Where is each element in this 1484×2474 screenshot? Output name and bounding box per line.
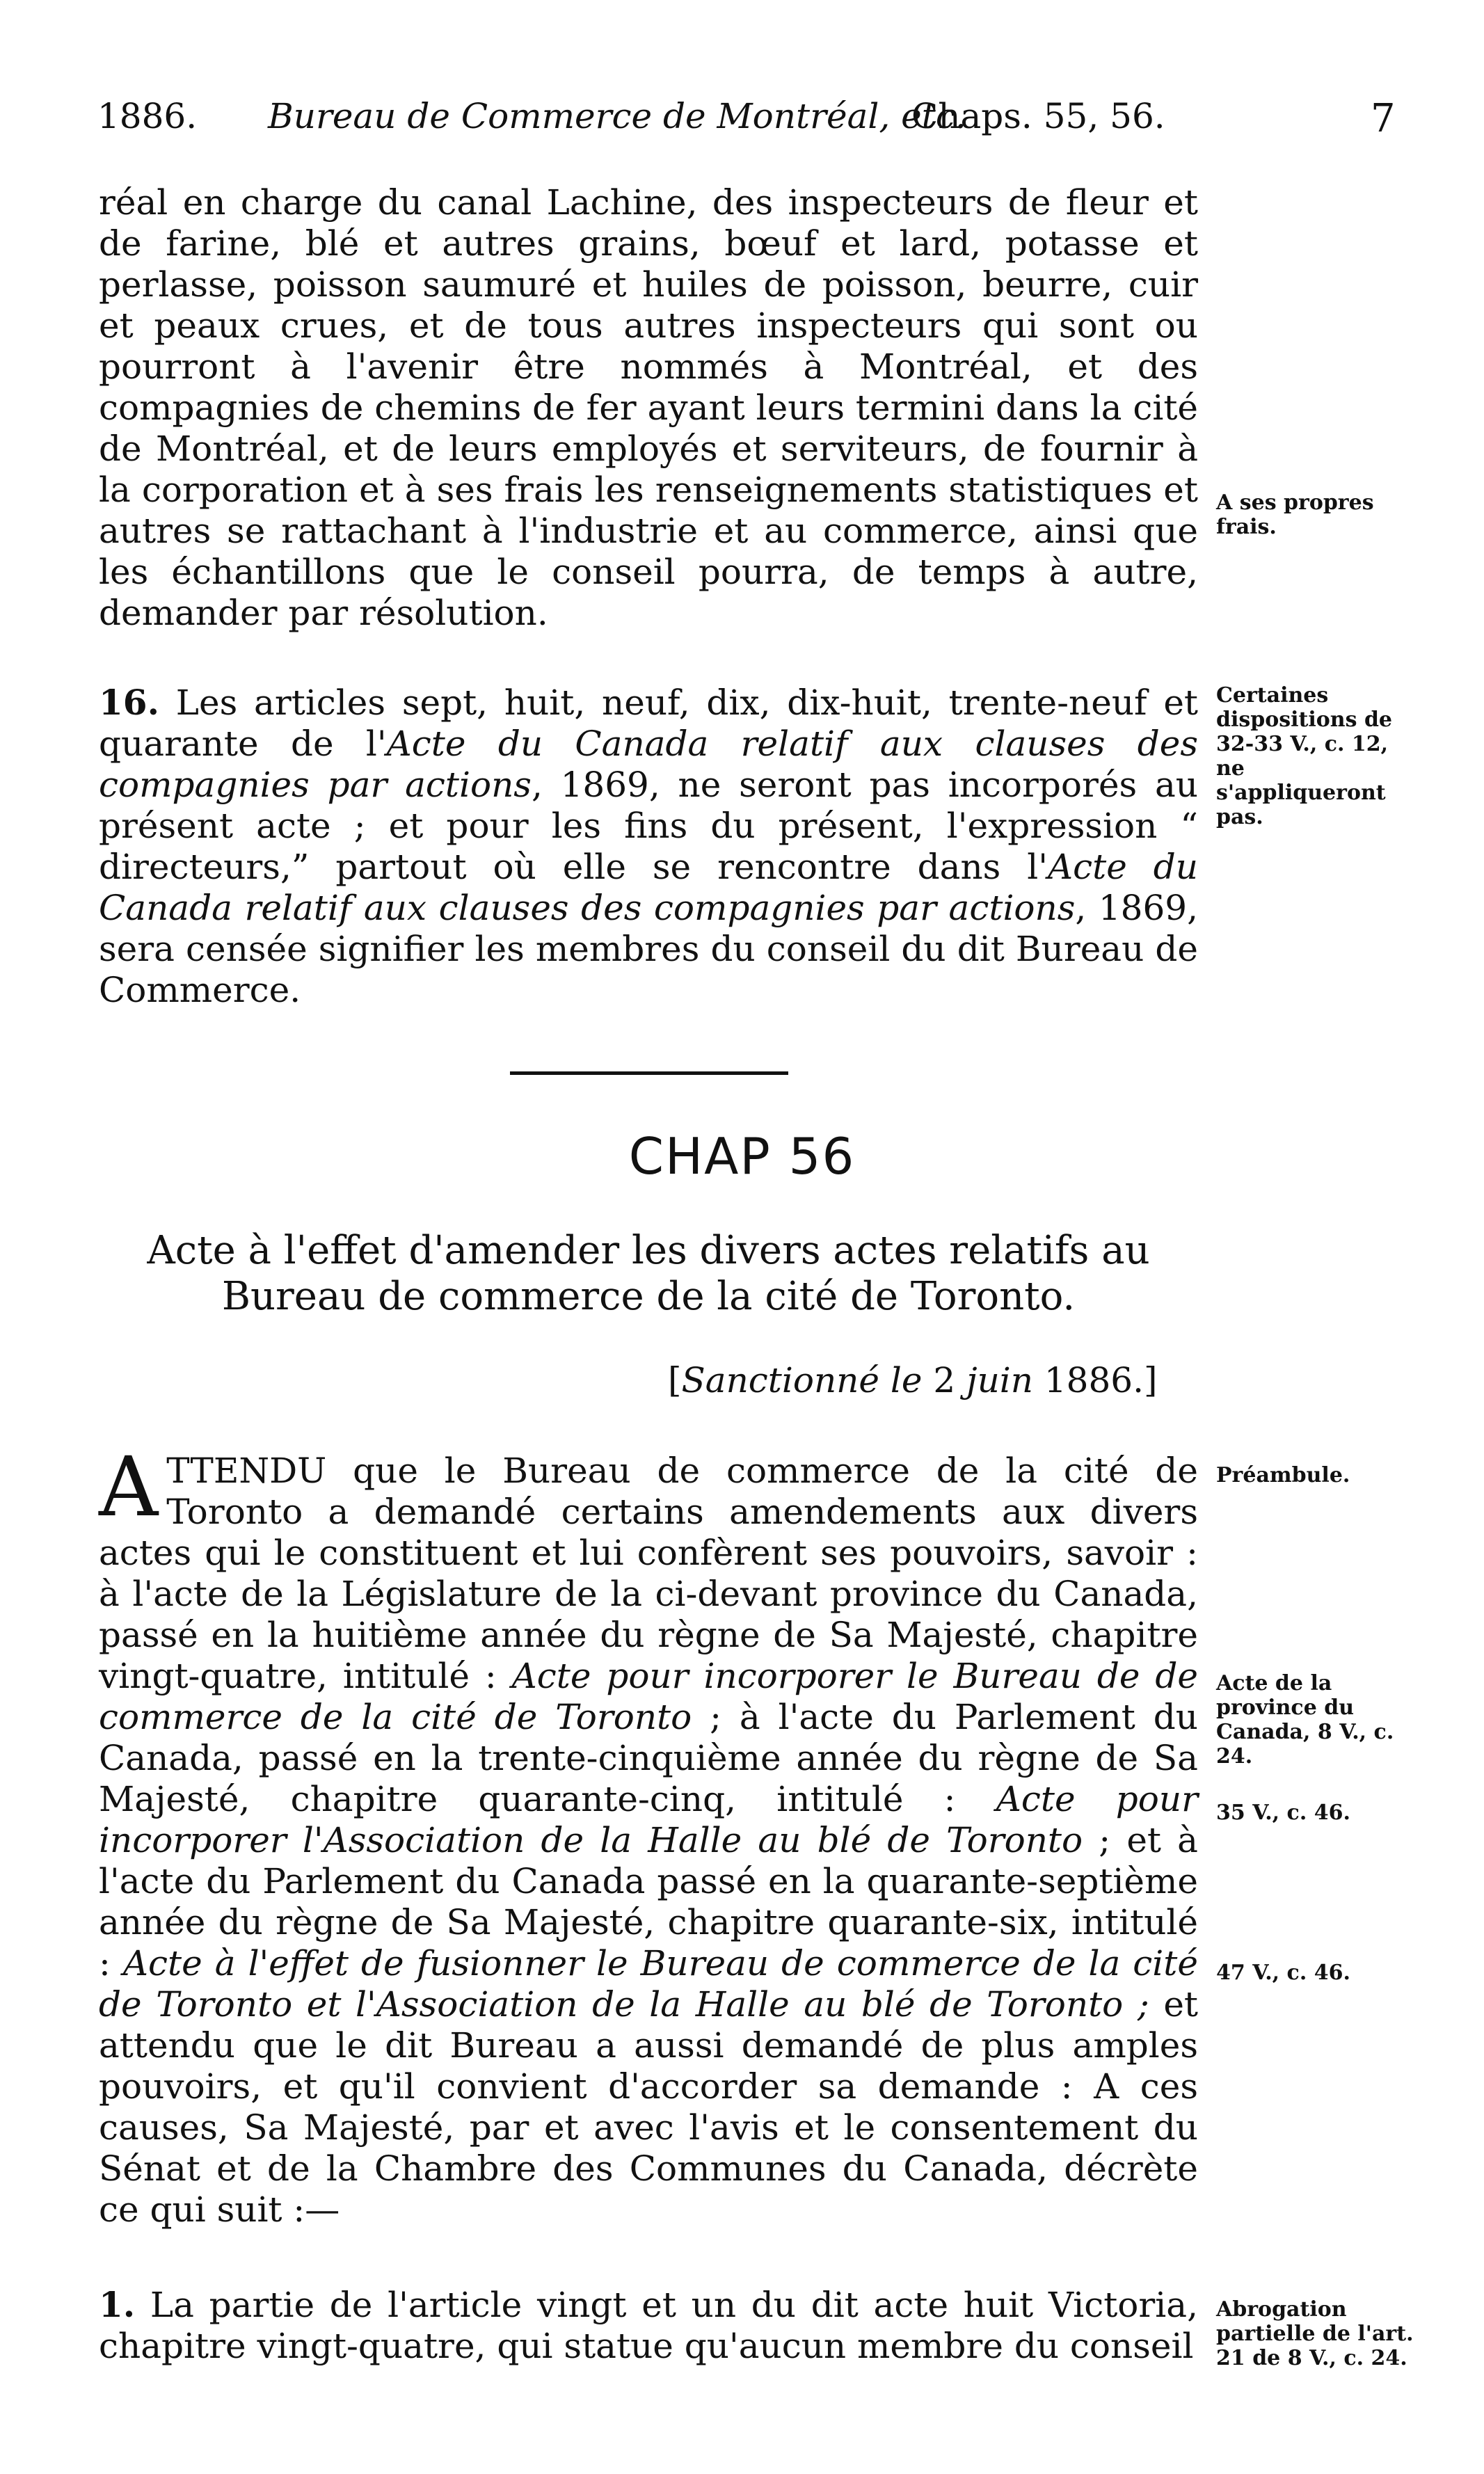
margin-note-35-v: 35 V., c. 46. — [1216, 1801, 1350, 1825]
section-15-continuation — [99, 182, 1198, 634]
header-chapters: Chaps. 55, 56. — [911, 96, 1165, 136]
sanction-month: juin — [966, 1360, 1033, 1400]
text-run: ; à l'acte du Parlement du Canada, passé en la trente-cinquième année du règne de Sa Majesté, chapitre quarante-cinq, intitulé : — [99, 1697, 1199, 1819]
italic-citation: Acte du Canada relatif aux clauses des compagnies par actions — [99, 847, 1198, 928]
sanction-year: 1886.] — [1032, 1360, 1158, 1400]
margin-note-acte-province: Acte de la province du Canada, 8 V., c. 24. — [1216, 1671, 1394, 1769]
section-15-text: réal en charge du canal Lachine, des inspecteurs de fleur et de farine, blé et autres grains, bœuf et lard, potasse et perlasse, poisson saumuré et huiles de poisson, beurre, cuir et peaux crues, et de tous autres inspecteurs qui sont ou pourront à l'avenir être nommés à Montréal, et des compagnies de chemins de fer ayant leurs termini dans la cité de Montréal, et de leurs employés et serviteurs, de fournir à la corporation et à ses frais les renseignements statistiques et autres se rattachant à l'industrie et au commerce, ainsi que les échantillons que le conseil pourra, de temps à autre, demander par résolution. — [99, 182, 1198, 633]
section-1-body: La partie de l'article vingt et un du dit acte huit Victoria, chapitre vingt-quatre, qui statue qu'aucun membre du conseil — [99, 2285, 1198, 2366]
text-run: TTENDU que le Bureau de commerce de la cité de Toronto a demandé certains amendements aux divers actes qui le constituent et lui confèrent ses pouvoirs, savoir : à l'acte de la Législature de la ci-devant province du Canada, passé en la huitième année du règne de Sa Majesté, chapitre vingt-quatre, intitulé : — [99, 1451, 1198, 1696]
preamble — [99, 1439, 1199, 2230]
text-run: , 1869, ne seront pas incorporés au présent acte ; et pour les fins du présent, l'expression “ directeurs,” partout où elle se rencontre dans l' — [99, 765, 1198, 887]
italic-citation: Acte pour incorporer le Bureau de de commerce de la cité de Toronto — [99, 1656, 1198, 1737]
section-1-text — [99, 2284, 1198, 2367]
section-1 — [99, 2284, 1198, 2367]
margin-note-frais: A ses propres frais. — [1216, 490, 1374, 539]
sanction-label: Sanctionné le — [681, 1360, 923, 1400]
header-year: 1886. — [97, 96, 198, 136]
margin-note-preambule: Préambule. — [1216, 1463, 1350, 1487]
page-number: 7 — [1371, 96, 1396, 141]
section-divider — [510, 1071, 788, 1075]
sanction-day: 2 — [922, 1360, 967, 1400]
section-16-text — [99, 682, 1198, 1011]
text-run: Les articles sept, huit, neuf, dix, dix-huit, trente-neuf et quarante de l' — [99, 683, 1198, 764]
italic-citation: Acte pour incorporer l'Association de la Halle au blé de Toronto — [99, 1779, 1198, 1860]
sanction-date — [668, 1360, 1158, 1400]
text-run: ; et à l'acte du Parlement du Canada passé en la quarante-septième année du règne de Sa Majesté, chapitre quarante-six, intitulé : — [99, 1820, 1198, 1984]
running-header — [97, 96, 1398, 152]
margin-note-abrogation: Abrogation partielle de l'art. 21 de 8 V., c. 24. — [1216, 2297, 1414, 2370]
italic-citation: Acte à l'effet de fusionner le Bureau de commerce de la cité de Toronto et l'Association de la Halle au blé de Toronto ; — [99, 1943, 1198, 2025]
text-run: , 1869, sera censée signifier les membres du conseil du dit Bureau de Commerce. — [99, 888, 1198, 1010]
dropcap-letter: A — [99, 1439, 159, 1535]
chapter-title: CHAP 56 — [628, 1127, 856, 1186]
header-title: Bureau de Commerce de Montréal, etc. — [268, 96, 966, 136]
margin-note-certaines-dispositions: Certaines dispositions de 32-33 V., c. 12, ne s'appliqueront pas. — [1216, 683, 1393, 829]
section-16-number: 16. — [99, 682, 159, 723]
section-1-number: 1. — [99, 2284, 136, 2325]
preamble-text — [99, 1439, 1199, 2230]
text-run: et attendu que le dit Bureau a aussi demandé de plus amples pouvoirs, et qu'il convient d'accorder sa demande : A ces causes, Sa Majesté, par et avec l'avis et le consentement du Sénat et de la Chambre des Communes du Canada, décrète ce qui suit :— — [99, 1984, 1199, 2230]
section-16 — [99, 682, 1198, 1011]
margin-note-47-v: 47 V., c. 46. — [1216, 1961, 1350, 1985]
chapter-description: Acte à l'effet d'amender les divers actes relatifs au Bureau de commerce de la cité de Toronto. — [147, 1228, 1150, 1319]
italic-citation: Acte du Canada relatif aux clauses des compagnies par actions — [99, 724, 1198, 805]
sanction-open: [ — [668, 1360, 682, 1400]
